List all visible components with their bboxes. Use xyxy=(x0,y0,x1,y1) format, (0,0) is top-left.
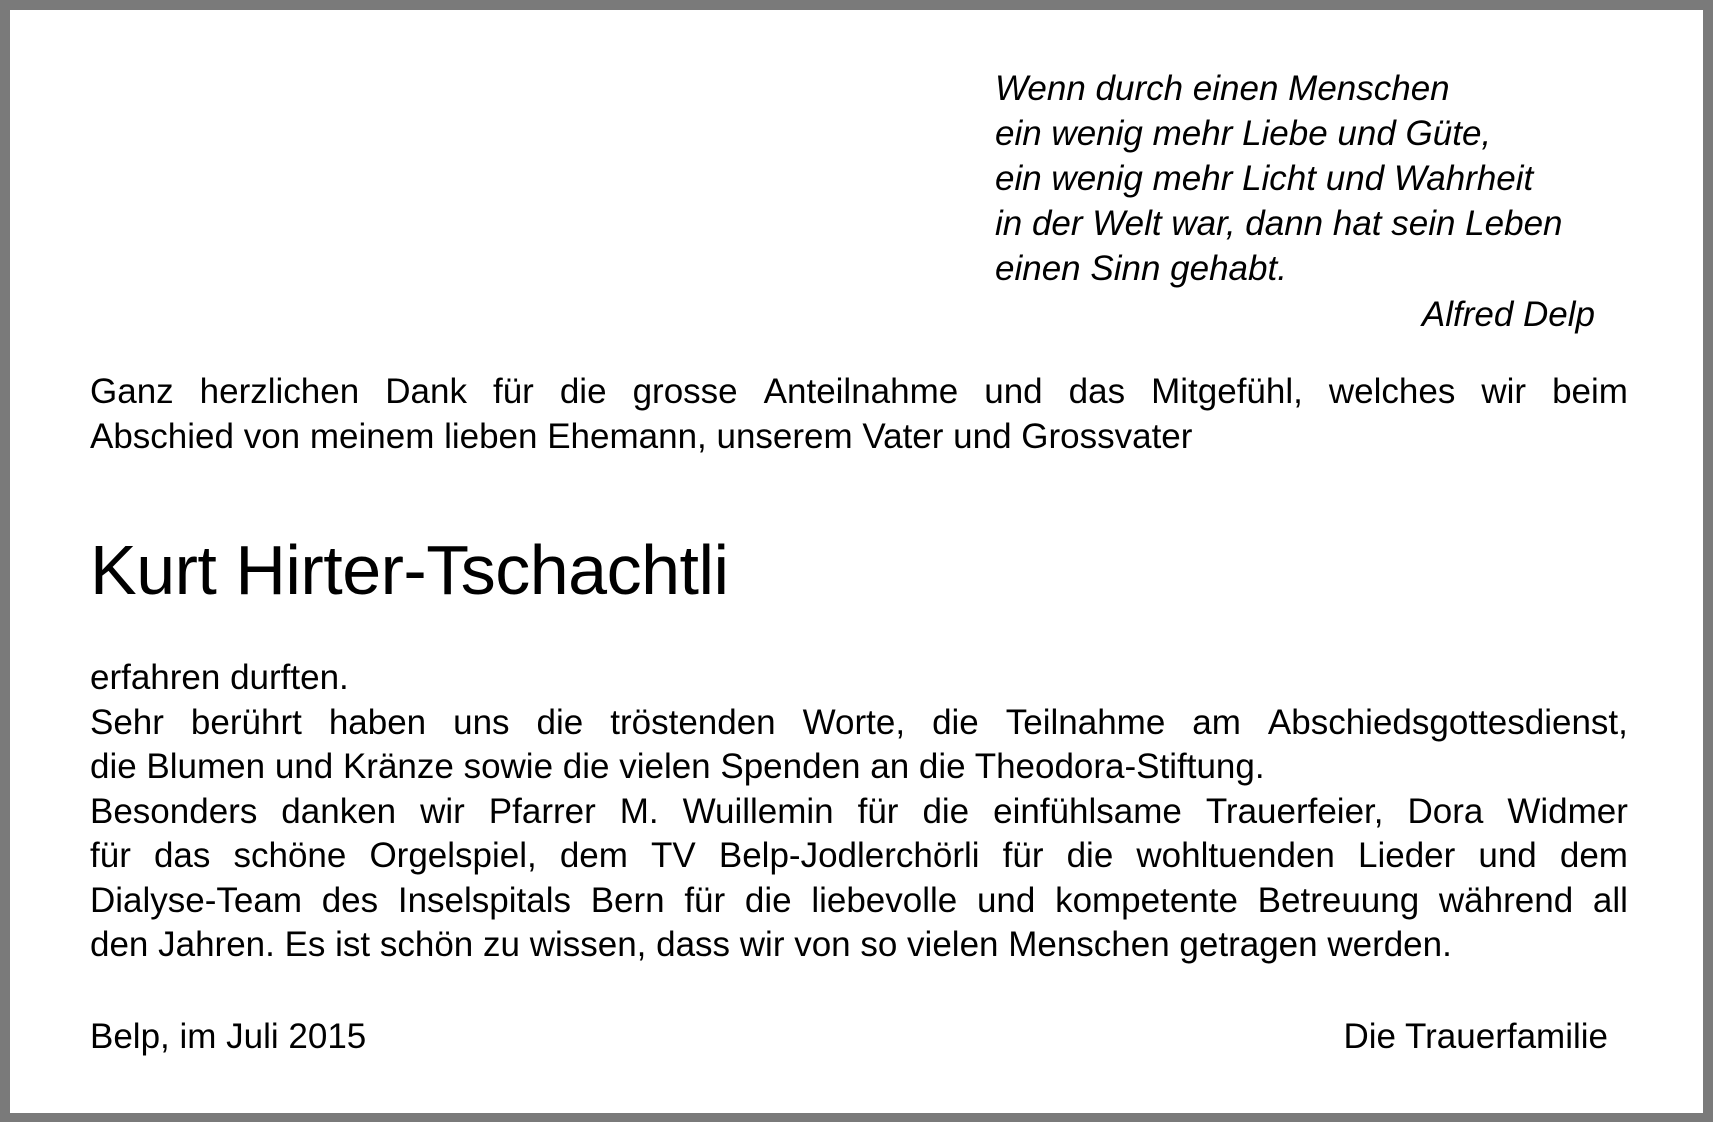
word: für xyxy=(857,791,899,831)
word: die xyxy=(744,880,792,920)
word: Orgelspiel, xyxy=(369,836,537,875)
word: Sehr xyxy=(90,702,164,742)
word: und xyxy=(976,880,1036,920)
word: dem xyxy=(559,836,628,875)
word: die xyxy=(932,702,979,742)
word: Inselspitals xyxy=(397,880,571,920)
intro-paragraph xyxy=(90,370,1628,459)
body-line: die Blumen und Kränze sowie die vielen Spenden an die Theodora-Stiftung. xyxy=(90,747,1265,786)
word: wir xyxy=(1481,372,1527,411)
quote-line: einen Sinn gehabt. xyxy=(995,249,1287,288)
body-line xyxy=(90,701,1628,746)
quote-block xyxy=(995,66,1615,291)
word: kompetente xyxy=(1055,880,1238,920)
word: Dora xyxy=(1407,791,1484,831)
word: Besonders xyxy=(90,791,258,831)
body-line xyxy=(90,879,1628,924)
word: die xyxy=(1066,836,1114,875)
word: Dialyse-Team xyxy=(90,880,302,920)
word: für xyxy=(492,372,534,411)
word: für xyxy=(90,836,131,875)
body-line xyxy=(90,834,1628,879)
word: Betreuung xyxy=(1257,880,1420,920)
place-date: Belp, im Juli 2015 xyxy=(90,1017,367,1056)
word: M. xyxy=(619,791,659,831)
word: beim xyxy=(1552,372,1628,411)
word: danken xyxy=(281,791,397,831)
word: Abschiedsgottesdienst, xyxy=(1267,702,1628,742)
word: die xyxy=(536,702,584,742)
word: uns xyxy=(453,702,510,742)
word: all xyxy=(1592,880,1628,920)
word: haben xyxy=(328,702,427,742)
intro-line: Abschied von meinem lieben Ehemann, unserem Vater und Grossvater xyxy=(90,416,1193,456)
body-line: den Jahren. Es ist schön zu wissen, dass wir von so vielen Menschen getragen werden. xyxy=(90,925,1452,964)
word: Trauerfeier, xyxy=(1205,791,1384,831)
word: am xyxy=(1192,702,1241,742)
word: wir xyxy=(420,791,465,831)
word: Lieder xyxy=(1357,836,1456,875)
word: welches xyxy=(1328,372,1456,411)
quote-line: ein wenig mehr Liebe und Güte, xyxy=(995,114,1492,153)
word: Bern xyxy=(590,880,665,920)
body-line: erfahren durften. xyxy=(90,658,349,697)
quote-line: Wenn durch einen Menschen xyxy=(995,69,1450,108)
word: während xyxy=(1438,880,1574,920)
word: das xyxy=(1068,372,1126,411)
word: Teilnahme xyxy=(1005,702,1166,742)
body-paragraph xyxy=(90,656,1628,968)
quote-line: in der Welt war, dann hat sein Leben xyxy=(995,204,1563,243)
word: grosse xyxy=(632,372,738,411)
word: Widmer xyxy=(1507,791,1628,831)
word: das xyxy=(153,836,211,875)
word: TV xyxy=(651,836,696,875)
word: Pfarrer xyxy=(488,791,596,831)
word: herzlichen xyxy=(199,372,360,411)
word: die xyxy=(922,791,970,831)
word: Belp-Jodlerchörli xyxy=(718,836,980,875)
intro-line xyxy=(90,370,1628,415)
body-line xyxy=(90,790,1628,835)
word: tröstenden xyxy=(610,702,776,742)
word: die xyxy=(559,372,607,411)
word: Dank xyxy=(385,372,467,411)
quote-line: ein wenig mehr Licht und Wahrheit xyxy=(995,159,1534,198)
word: für xyxy=(1002,836,1044,875)
signature: Die Trauerfamilie xyxy=(1343,1017,1608,1056)
word: dem xyxy=(1559,836,1628,875)
word: einfühlsame xyxy=(993,791,1182,831)
word: wohltuenden xyxy=(1136,836,1335,875)
word: schöne xyxy=(233,836,347,875)
word: Worte, xyxy=(802,702,906,742)
word: Ganz xyxy=(90,372,174,411)
word: für xyxy=(684,880,726,920)
word: Wuillemin xyxy=(682,791,834,831)
deceased-name: Kurt Hirter-Tschachtli xyxy=(90,531,729,609)
word: und xyxy=(984,372,1043,411)
quote-author: Alfred Delp xyxy=(1421,295,1595,334)
word: liebevolle xyxy=(811,880,958,920)
word: und xyxy=(1478,836,1537,875)
word: Mitgefühl, xyxy=(1151,372,1303,411)
word: Anteilnahme xyxy=(763,372,959,411)
word: des xyxy=(321,880,379,920)
word: berührt xyxy=(190,702,302,742)
